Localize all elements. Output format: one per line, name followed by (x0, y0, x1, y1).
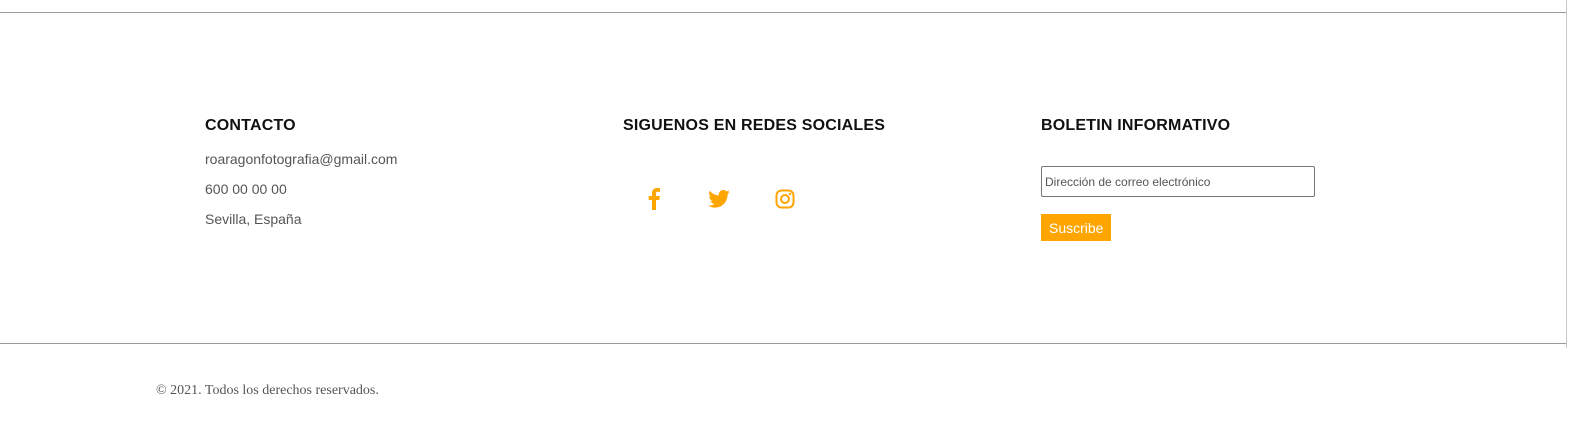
subscribe-button[interactable]: Suscribe (1041, 214, 1111, 241)
newsletter-email-input[interactable] (1041, 166, 1315, 197)
contact-email: roaragonfotografia@gmail.com (205, 151, 398, 167)
social-column (623, 116, 1003, 136)
newsletter-column (1041, 116, 1381, 236)
right-edge-divider (1566, 0, 1567, 348)
contact-title: CONTACTO (205, 117, 296, 134)
top-divider (0, 12, 1566, 13)
contact-column (205, 116, 565, 227)
contact-location: Sevilla, España (205, 211, 302, 227)
instagram-icon[interactable] (772, 186, 798, 212)
copyright-text: © 2021. Todos los derechos reservados. (156, 383, 379, 398)
facebook-icon[interactable] (641, 186, 667, 212)
newsletter-title: BOLETIN INFORMATIVO (1041, 117, 1231, 134)
bottom-divider (0, 343, 1566, 344)
twitter-icon[interactable] (706, 186, 732, 212)
contact-phone: 600 00 00 00 (205, 181, 287, 197)
social-title: SIGUENOS EN REDES SOCIALES (623, 117, 886, 134)
